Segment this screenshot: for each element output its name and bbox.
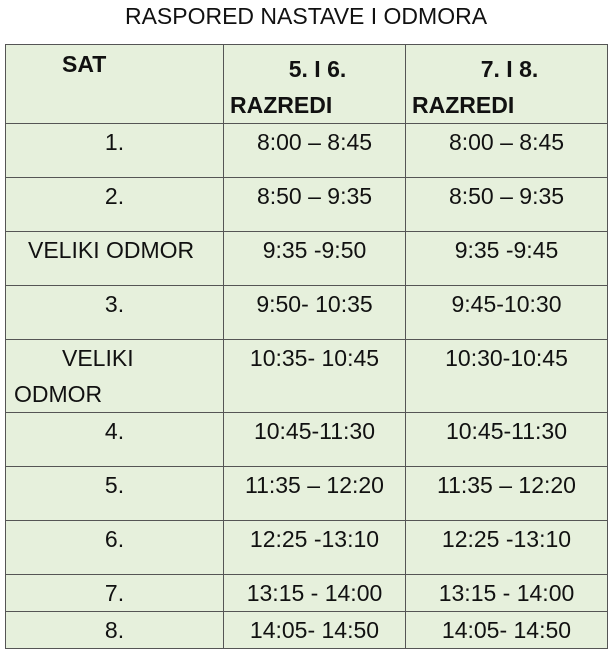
page-title: RASPORED NASTAVE I ODMORA <box>124 3 488 29</box>
time-7-8: 12:25 -13:10 <box>406 521 608 575</box>
table-row-break <box>6 340 608 413</box>
table-row <box>6 575 608 612</box>
table-row <box>6 286 608 340</box>
break-label-line2: ODMOR <box>14 381 103 407</box>
schedule-table <box>5 44 608 649</box>
period-label: 5. <box>6 467 224 521</box>
header-sat: SAT <box>6 45 224 124</box>
period-label: 2. <box>6 178 224 232</box>
time-7-8: 9:35 -9:45 <box>406 232 608 286</box>
break-label-line1: VELIKI <box>62 345 134 371</box>
time-5-6: 8:00 – 8:45 <box>224 124 406 178</box>
period-label: 4. <box>6 413 224 467</box>
break-label <box>6 340 224 413</box>
header-group-7-8-line1: 7. I 8. <box>480 56 539 82</box>
header-group-5-6-line1: 5. I 6. <box>288 56 347 82</box>
header-group-7-8-line2: RAZREDI <box>412 92 515 118</box>
table-row-break <box>6 232 608 286</box>
time-5-6: 8:50 – 9:35 <box>224 178 406 232</box>
time-5-6: 14:05- 14:50 <box>224 612 406 649</box>
time-5-6: 10:45-11:30 <box>224 413 406 467</box>
time-5-6: 9:35 -9:50 <box>224 232 406 286</box>
table-row <box>6 467 608 521</box>
table-row <box>6 612 608 649</box>
time-7-8: 13:15 - 14:00 <box>406 575 608 612</box>
time-5-6: 10:35- 10:45 <box>224 340 406 413</box>
time-7-8: 8:00 – 8:45 <box>406 124 608 178</box>
time-7-8: 9:45-10:30 <box>406 286 608 340</box>
time-7-8: 10:30-10:45 <box>406 340 608 413</box>
period-label: 8. <box>6 612 224 649</box>
time-5-6: 12:25 -13:10 <box>224 521 406 575</box>
header-group-7-8 <box>406 45 608 124</box>
table-row <box>6 521 608 575</box>
header-group-5-6-line2: RAZREDI <box>230 92 333 118</box>
period-label: 3. <box>6 286 224 340</box>
table-row <box>6 124 608 178</box>
time-7-8: 8:50 – 9:35 <box>406 178 608 232</box>
time-7-8: 11:35 – 12:20 <box>406 467 608 521</box>
time-5-6: 11:35 – 12:20 <box>224 467 406 521</box>
table-row <box>6 178 608 232</box>
period-label: 7. <box>6 575 224 612</box>
table-row <box>6 413 608 467</box>
period-label: 6. <box>6 521 224 575</box>
period-label: 1. <box>6 124 224 178</box>
time-5-6: 13:15 - 14:00 <box>224 575 406 612</box>
time-7-8: 10:45-11:30 <box>406 413 608 467</box>
header-group-5-6 <box>224 45 406 124</box>
header-row <box>6 45 608 124</box>
time-7-8: 14:05- 14:50 <box>406 612 608 649</box>
time-5-6: 9:50- 10:35 <box>224 286 406 340</box>
break-label: VELIKI ODMOR <box>6 232 224 286</box>
